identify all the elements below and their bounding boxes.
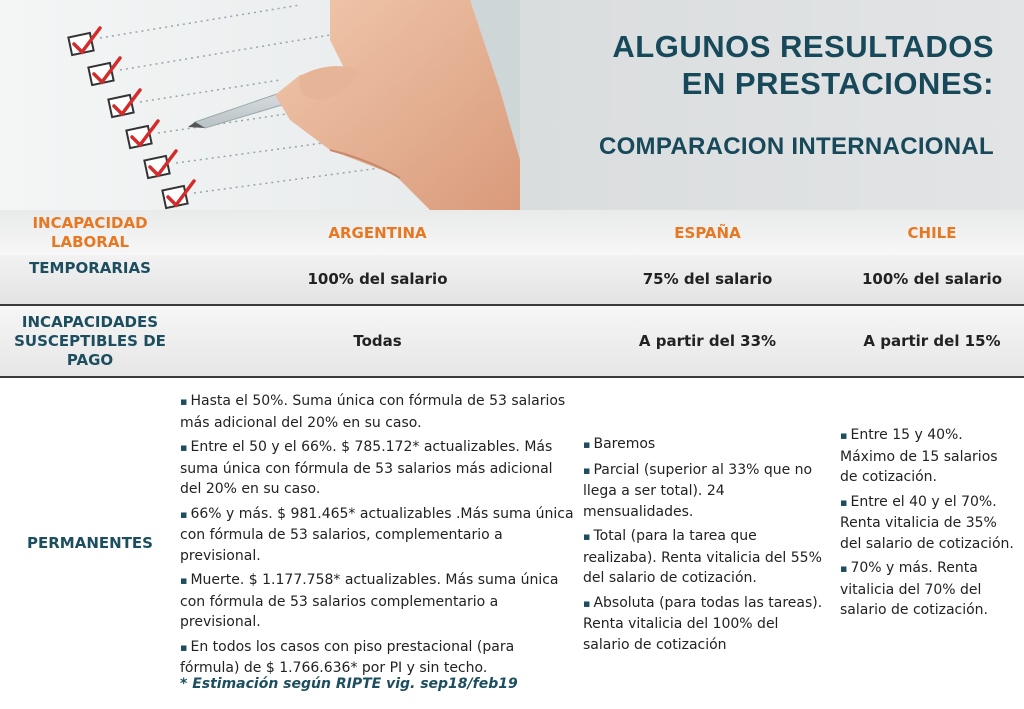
bullet-icon: ▪ — [583, 596, 591, 610]
permanentes-chile-list — [840, 425, 1018, 625]
incapacidades-chile: A partir del 15% — [863, 331, 1001, 350]
bullet-icon: ▪ — [840, 429, 848, 442]
header-chile: CHILE — [907, 223, 957, 242]
bullet-icon: ▪ — [180, 640, 188, 654]
permanentes-espana-list — [583, 434, 823, 659]
temporarias-argentina: 100% del salario — [307, 269, 448, 288]
list-item: ▪ Absoluta (para todas las tareas). Renta vitalicia del 100% del salario de cotización — [583, 594, 823, 653]
header-incapacidad-laboral: INCAPACIDAD LABORAL — [32, 214, 148, 251]
list-item: ▪ Entre el 50 y el 66%. $ 785.172* actualizables. Más suma única con fórmula de 53 salarios más adicional del 20% en su caso. — [180, 439, 553, 497]
list-item: ▪ Baremos — [583, 436, 656, 452]
page-subtitle: COMPARACION INTERNACIONAL — [598, 133, 994, 160]
row-label-temporarias: TEMPORARIAS — [29, 258, 151, 277]
temporarias-chile: 100% del salario — [862, 269, 1002, 288]
list-item: ▪ Total (para la tarea que realizaba). Renta vitalicia del 55% del salario de cotización. — [583, 528, 822, 586]
list-item: ▪ Entre el 40 y el 70%. Renta vitalicia de 35% del salario de cotización. — [840, 493, 1014, 552]
title-line-2: EN PRESTACIONES: — [681, 66, 994, 101]
row-label-incapacidades: INCAPACIDADES SUSCEPTIBLES DE PAGO — [14, 312, 166, 369]
bullet-icon: ▪ — [583, 530, 591, 543]
bullet-icon: ▪ — [583, 438, 591, 451]
header-espana: ESPAÑA — [674, 223, 741, 242]
title-line-1: ALGUNOS RESULTADOS — [612, 29, 994, 64]
bullet-icon: ▪ — [840, 562, 848, 575]
incapacidades-espana: A partir del 33% — [638, 331, 777, 350]
list-item: ▪ Entre 15 y 40%. Máximo de 15 salarios de cotización. — [840, 427, 998, 485]
footnote: * Estimación según RIPTE vig. sep18/feb19 — [180, 676, 518, 692]
bullet-icon: ▪ — [583, 463, 591, 477]
bullet-icon: ▪ — [840, 495, 848, 509]
list-item: ▪ En todos los casos con piso prestacional (para fórmula) de $ 1.766.636* por PI y sin techo. — [180, 638, 515, 676]
header-banner — [0, 0, 1024, 210]
list-item: ▪ 70% y más. Renta vitalicia del 70% del salario de cotización. — [840, 560, 988, 618]
incapacidades-argentina: Todas — [353, 331, 402, 350]
list-item: ▪ 66% y más. $ 981.465* actualizables .Más suma única con fórmula de 53 salarios, complementario a previsional. — [180, 505, 574, 564]
checklist-photo — [0, 0, 520, 210]
header-argentina: ARGENTINA — [328, 223, 427, 242]
row-label-permanentes: PERMANENTES — [27, 533, 153, 552]
list-item: ▪ Muerte. $ 1.177.758* actualizables. Más suma única con fórmula de 53 salarios complementario a previsional. — [180, 572, 559, 630]
list-item: ▪ Parcial (superior al 33% que no llega a ser total). 24 mensualidades. — [583, 461, 813, 520]
page-title — [612, 28, 994, 102]
list-item: ▪ Hasta el 50%. Suma única con fórmula de 53 salarios más adicional del 20% en su caso. — [180, 393, 566, 431]
bullet-icon: ▪ — [180, 395, 188, 408]
bullet-icon: ▪ — [180, 441, 188, 454]
temporarias-espana: 75% del salario — [642, 269, 773, 288]
bullet-icon: ▪ — [180, 574, 188, 587]
bullet-icon: ▪ — [180, 507, 188, 521]
permanentes-argentina-list — [180, 391, 575, 683]
